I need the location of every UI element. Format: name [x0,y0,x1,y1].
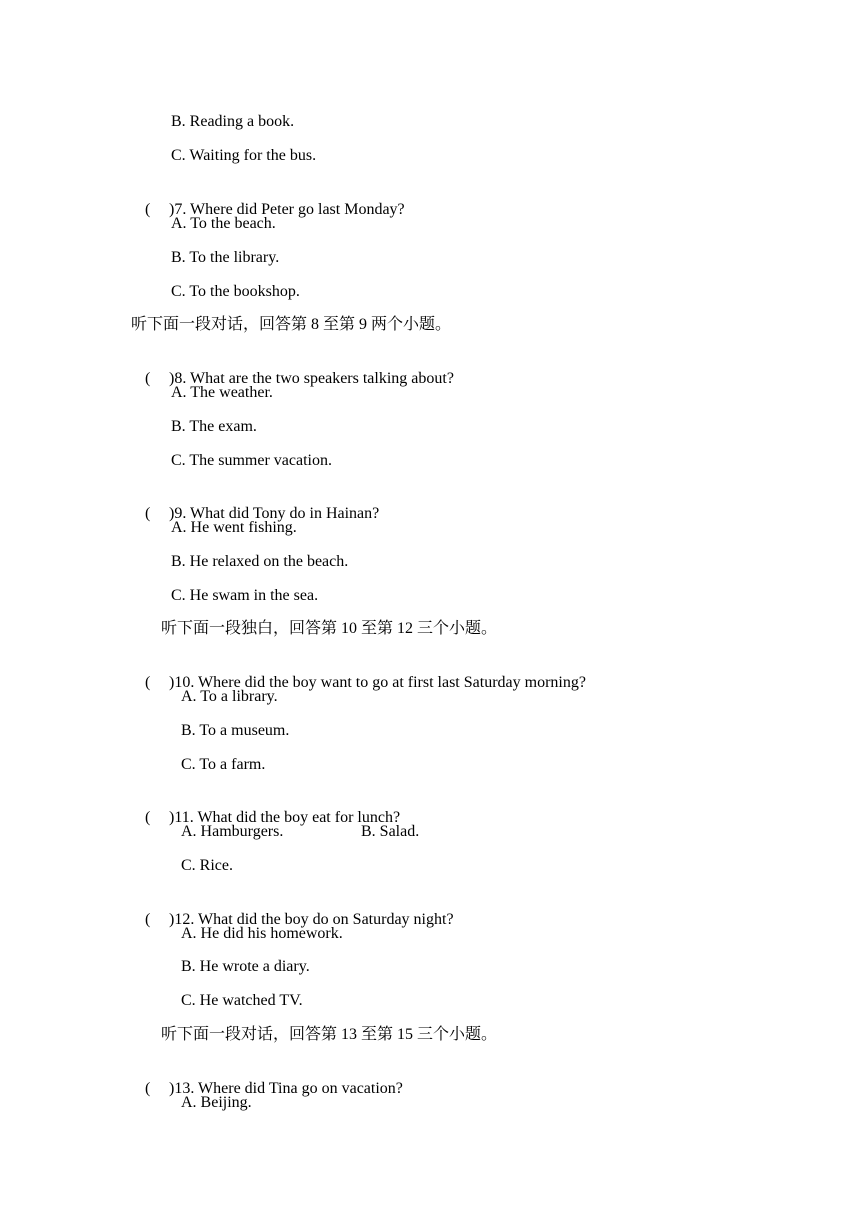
question-13-text: 13. Where did Tina go on vacation? [174,1080,403,1097]
question-8-text: 8. What are the two speakers talking about? [174,370,454,387]
question-12-text: 12. What did the boy do on Saturday night? [174,911,454,928]
option-b-q7: B. To the library. [171,249,280,266]
option-c-q6: C. Waiting for the bus. [171,147,317,164]
option-c-q8: C. The summer vacation. [171,452,332,469]
answer-blank[interactable]: ( [145,1080,151,1097]
option-a-q12: A. He did his homework. [181,925,343,942]
option-a-q10: A. To a library. [181,688,278,705]
option-b-q9: B. He relaxed on the beach. [171,553,349,570]
option-a-q11: A. Hamburgers. [181,823,284,840]
option-b-q6: B. Reading a book. [171,113,295,130]
answer-blank[interactable]: ( [145,201,151,218]
instruction-8-9: 听下面一段对话，回答第 8 至第 9 两个小题。 [131,316,452,333]
instruction-13-15: 听下面一段对话，回答第 13 至第 15 三个小题。 [161,1026,498,1043]
option-b-q12: B. He wrote a diary. [181,958,310,975]
option-b-q11: B. Salad. [361,823,420,840]
option-a-q13: A. Beijing. [181,1094,252,1111]
answer-blank-close: ) [169,505,175,522]
option-a-q9: A. He went fishing. [171,519,297,536]
option-c-q7: C. To the bookshop. [171,283,300,300]
answer-blank-close: ) [169,1080,175,1097]
answer-blank[interactable]: ( [145,911,151,928]
instruction-10-12: 听下面一段独白，回答第 10 至第 12 三个小题。 [161,620,498,637]
answer-blank-close: ) [169,674,175,691]
option-a-q7: A. To the beach. [171,215,276,232]
answer-blank[interactable]: ( [145,370,151,387]
option-c-q11: C. Rice. [181,857,233,874]
answer-blank-close: ) [169,201,175,218]
question-13 [129,1059,403,1119]
answer-blank[interactable]: ( [145,809,151,826]
answer-blank[interactable]: ( [145,674,151,691]
question-7-text: 7. Where did Peter go last Monday? [174,201,405,218]
option-c-q12: C. He watched TV. [181,992,303,1009]
option-c-q9: C. He swam in the sea. [171,587,319,604]
question-10-text: 10. Where did the boy want to go at first last Saturday morning? [174,674,586,691]
option-b-q10: B. To a museum. [181,722,290,739]
question-9-text: 9. What did Tony do in Hainan? [174,505,380,522]
answer-blank[interactable]: ( [145,505,151,522]
answer-blank-close: ) [169,911,175,928]
question-11-text: 11. What did the boy eat for lunch? [174,809,401,826]
answer-blank-close: ) [169,809,175,826]
answer-blank-close: ) [169,370,175,387]
option-b-q8: B. The exam. [171,418,257,435]
option-c-q10: C. To a farm. [181,756,266,773]
option-a-q8: A. The weather. [171,384,273,401]
